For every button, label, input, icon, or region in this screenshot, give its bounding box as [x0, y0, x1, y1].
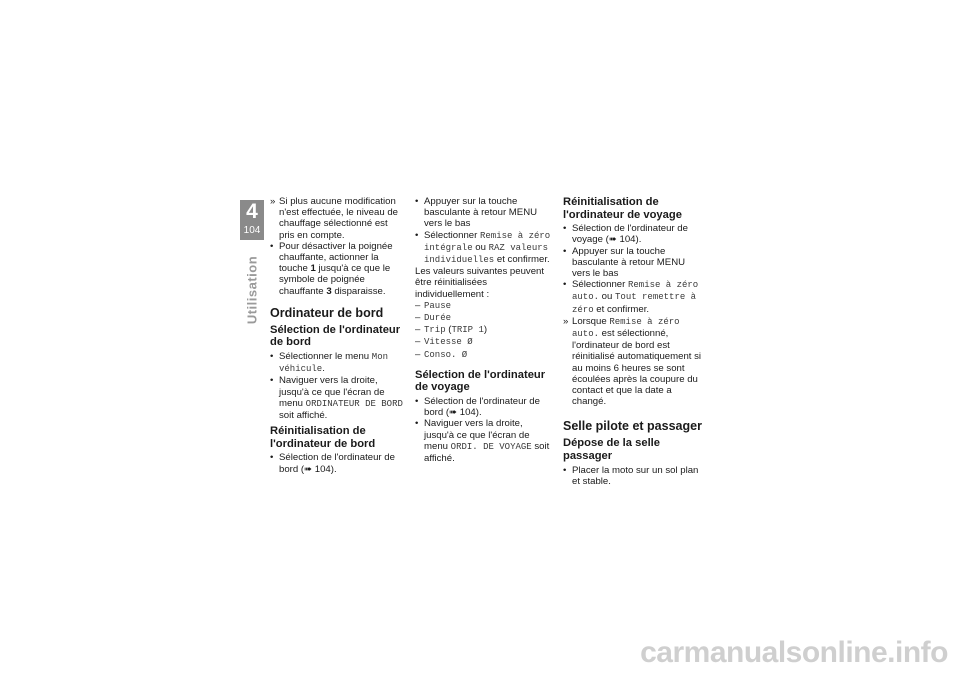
menu-option: Remise à zéro auto. [572, 280, 699, 303]
chapter-number: 4 [246, 200, 258, 223]
bullet-marker: • [563, 279, 567, 291]
key-reference: 1 [310, 263, 316, 275]
menu-option: Tout remettre à zéro [572, 292, 697, 315]
value-name: Vitesse Ø [424, 337, 473, 348]
item-text: Sélectionner [424, 229, 480, 241]
list-item [270, 241, 405, 297]
list-item [270, 351, 405, 375]
item-text: Placer la moto sur un sol plan et stable. [572, 464, 699, 487]
item-text: disparaisse. [331, 285, 386, 297]
bullet-marker: • [563, 223, 567, 235]
item-text: ou [472, 241, 489, 253]
column-1 [270, 196, 405, 475]
subsection-heading: Dépose de la selle passager [563, 437, 661, 463]
column-3 [563, 196, 703, 487]
value-name: Pause [424, 300, 452, 311]
item-text: Appuyer sur la touche basculante à retour MENU vers le bas [424, 196, 538, 230]
list-item [563, 223, 703, 245]
dash-marker: – [415, 324, 421, 336]
item-text: Sélectionner [572, 279, 628, 291]
value-name: Trip [424, 325, 446, 336]
item-text: . [322, 363, 325, 375]
bullet-marker: • [415, 229, 419, 241]
menu-name: Mon véhicule [279, 352, 388, 375]
list-item [415, 418, 555, 464]
item-text: Appuyer sur la touche basculante à retour MENU vers le bas [572, 245, 686, 279]
list-item [563, 316, 703, 408]
chapter-tab [240, 200, 264, 240]
menu-name: ORDI. DE VOYAGE [450, 441, 532, 452]
item-text: Pour désactiver la poignée chauffante, actionner la touche [279, 240, 393, 275]
menu-option: Remise à zéro intégrale [424, 230, 551, 253]
subsection-heading: Réinitialisation de l'ordinateur de bord [270, 425, 376, 450]
value-name: Durée [424, 313, 452, 324]
dash-marker: – [415, 312, 421, 324]
page-number: 104 [243, 225, 261, 236]
list-item [563, 246, 703, 280]
item-text: Lorsque [572, 315, 610, 327]
item-text: jusqu'à ce que le symbole de poignée chauffante [279, 263, 391, 297]
bullet-marker: • [415, 418, 419, 430]
list-item [415, 396, 555, 418]
item-text: soit affiché. [279, 410, 328, 422]
item-text: Sélectionner le menu [279, 351, 372, 363]
column-2 [415, 196, 555, 464]
key-reference: 3 [326, 285, 332, 297]
bullet-marker: • [563, 245, 567, 257]
bullet-marker: • [270, 351, 274, 363]
list-item [563, 279, 703, 316]
bullet-marker: • [270, 452, 274, 464]
menu-option: Remise à zéro auto. [572, 316, 680, 340]
item-text: Naviguer vers la droite, jusqu'à ce que l'écran de menu [424, 418, 530, 452]
dash-item [415, 349, 555, 361]
menu-option: RAZ valeurs individuelles [424, 242, 549, 266]
arrow-marker: » [563, 315, 569, 327]
item-text: ( [445, 324, 452, 336]
item-text: Sélection de l'ordinateur de voyage (➠ 104). [572, 223, 688, 246]
paragraph: Les valeurs suivantes peuvent être réinitialisées individuellement : [415, 266, 545, 300]
list-item [415, 196, 555, 230]
item-text: Sélection de l'ordinateur de bord (➠ 104). [424, 396, 540, 419]
dash-marker: – [415, 336, 421, 348]
dash-item [415, 300, 555, 312]
menu-name: ORDINATEUR DE BORD [305, 398, 403, 409]
item-text: et confirmer. [593, 303, 650, 315]
item-text: Si plus aucune modification n'est effectuée, le niveau de chauffage sélectionné est pris en compte. [279, 196, 398, 241]
list-item [415, 230, 555, 267]
arrow-marker: » [270, 196, 276, 207]
value-name: Conso. Ø [424, 349, 468, 360]
list-item [563, 465, 703, 487]
bullet-marker: • [415, 196, 419, 207]
item-text: soit affiché. [424, 440, 550, 465]
list-item [270, 452, 405, 474]
value-name: TRIP 1 [451, 325, 484, 336]
dash-item [415, 324, 555, 336]
dash-item [415, 312, 555, 324]
item-text: est sélectionné, l'ordinateur de bord est réinitialisé automatiquement si au moins 6 heures se sont écoulées après la coupure du contact et que la date a changé. [572, 328, 702, 408]
subsection-heading: Sélection de l'ordinateur de bord [270, 323, 401, 349]
bullet-marker: • [415, 396, 419, 408]
section-side-label: Utilisation [244, 255, 260, 325]
bullet-marker: • [563, 464, 567, 476]
item-text: et confirmer. [494, 254, 550, 266]
section-heading: Ordinateur de bord [270, 305, 384, 320]
list-item [270, 196, 405, 241]
subsection-heading: Réinitialisation de l'ordinateur de voyage [563, 196, 682, 221]
dash-marker: – [415, 348, 421, 360]
item-text: Naviguer vers la droite, jusqu'à ce que l'écran de menu [279, 375, 385, 409]
list-item [270, 375, 405, 421]
dash-item [415, 336, 555, 348]
item-text: ou [599, 291, 616, 303]
bullet-marker: • [270, 375, 274, 387]
item-text: Sélection de l'ordinateur de bord (➠ 104). [279, 452, 395, 475]
subsection-heading: Sélection de l'ordinateur de voyage [415, 368, 546, 394]
watermark: carmanualsonline.info [640, 636, 948, 669]
dash-marker: – [415, 299, 421, 311]
item-text: ) [483, 324, 488, 336]
bullet-marker: • [270, 240, 274, 252]
section-heading: Selle pilote et passager [563, 419, 702, 434]
